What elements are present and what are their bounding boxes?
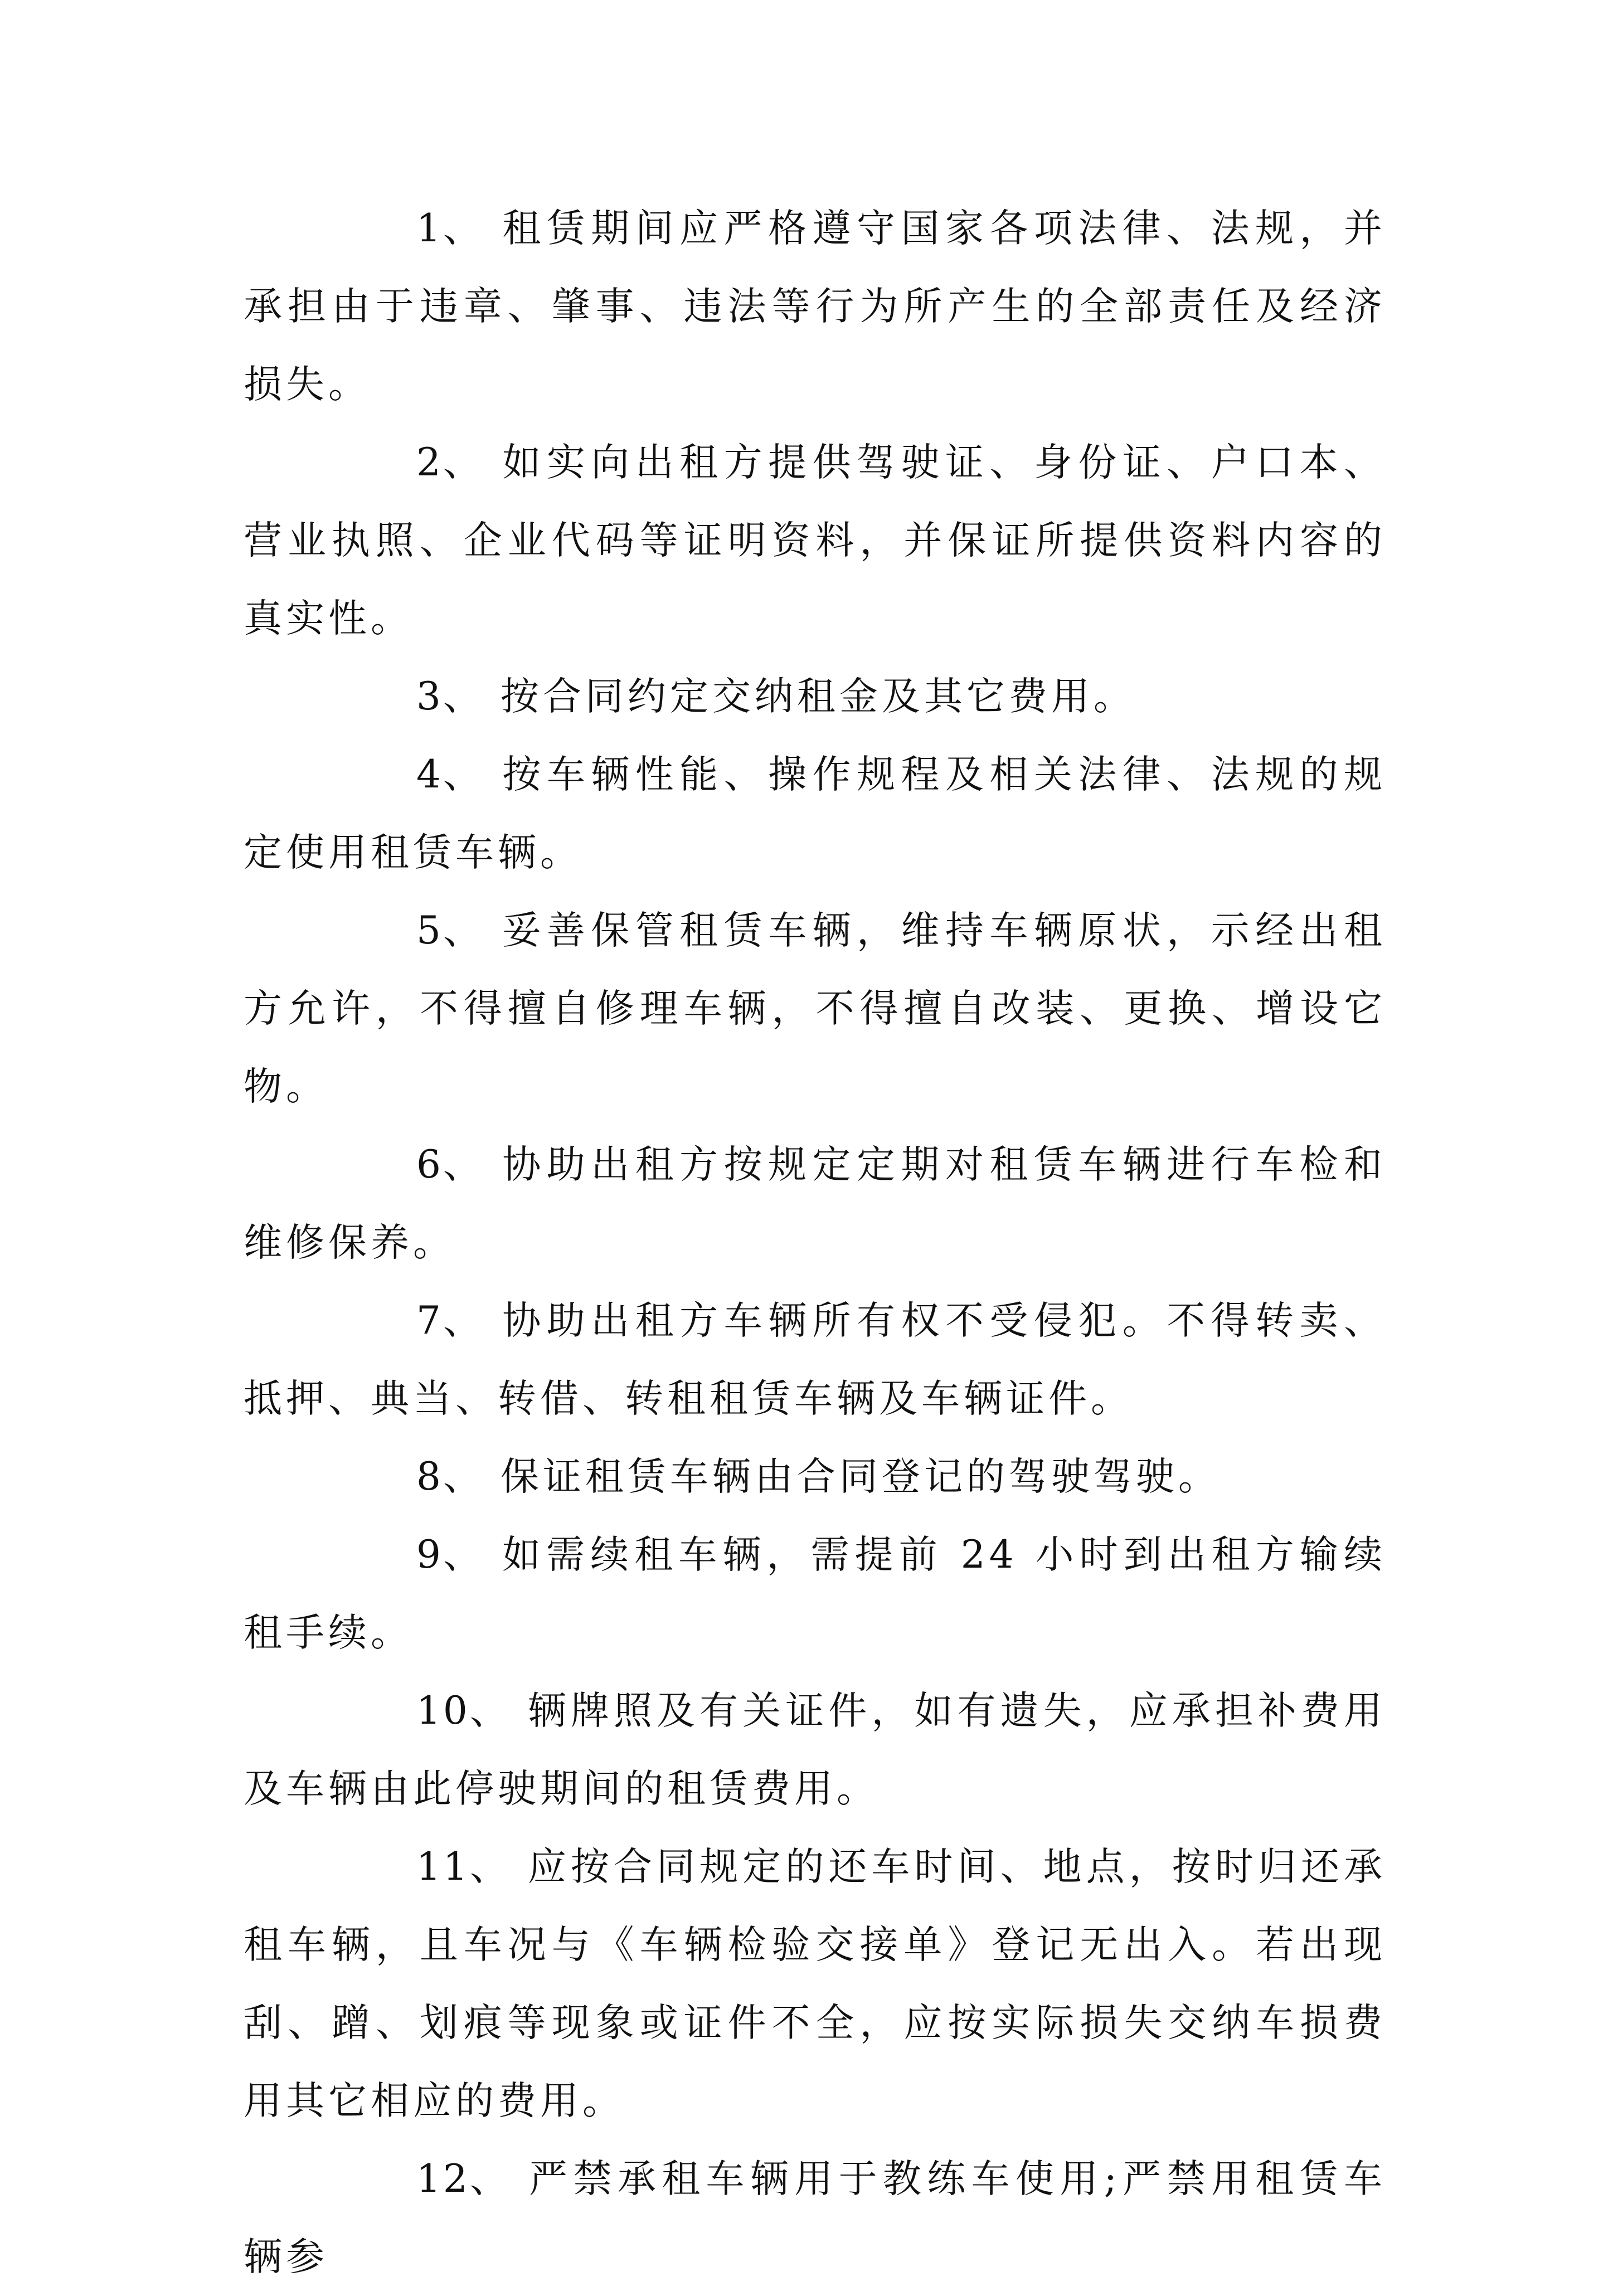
clause-1 (244, 189, 1386, 424)
clause-text: 妥善保管租赁车辆，维持车辆原状，示经出租方允许，不得擅自修理车辆，不得擅自改装、更换、增设它物。 (244, 908, 1386, 1109)
clause-text: 如实向出租方提供驾驶证、身份证、户口本、营业执照、企业代码等证明资料，并保证所提供资料内容的真实性。 (244, 440, 1386, 641)
clause-text: 辆牌照及有关证件，如有遗失，应承担补费用及车辆由此停驶期间的租赁费用。 (244, 1689, 1386, 1811)
clause-number: 11、 (416, 1845, 511, 1889)
clause-2 (244, 424, 1386, 658)
clause-number: 5、 (416, 908, 484, 953)
clause-text: 如需续租车辆，需提前 24 小时到出租方输续租手续。 (244, 1533, 1386, 1655)
clause-number: 4、 (416, 752, 484, 797)
clause-number: 1、 (416, 206, 484, 251)
clause-7 (244, 1282, 1386, 1438)
clause-text: 严禁承租车辆用于教练车使用;严禁用租赁车辆参 (244, 2157, 1386, 2279)
clause-text: 保证租赁车辆由合同登记的驾驶驾驶。 (500, 1455, 1221, 1499)
clause-5 (244, 892, 1386, 1126)
clause-text: 租赁期间应严格遵守国家各项法律、法规，并承担由于违章、肇事、违法等行为所产生的全部责任及经济损失。 (244, 206, 1386, 407)
clause-text: 按合同约定交纳租金及其它费用。 (500, 674, 1136, 719)
document-body (244, 189, 1386, 2296)
clause-text: 按车辆性能、操作规程及相关法律、法规的规定使用租赁车辆。 (244, 752, 1386, 875)
clause-number: 6、 (416, 1142, 484, 1187)
clause-4 (244, 736, 1386, 892)
clause-11 (244, 1828, 1386, 2140)
clause-text: 应按合同规定的还车时间、地点，按时归还承租车辆，且车况与《车辆检验交接单》登记无出入。若出现刮、蹭、划痕等现象或证件不全，应按实际损失交纳车损费用其它相应的费用。 (244, 1845, 1386, 2123)
clause-number: 2、 (416, 440, 484, 485)
clause-8 (244, 1438, 1386, 1516)
clause-number: 9、 (416, 1533, 484, 1577)
clause-number: 7、 (416, 1298, 484, 1343)
clause-6 (244, 1126, 1386, 1282)
clause-10 (244, 1672, 1386, 1828)
clause-number: 10、 (416, 1689, 511, 1733)
clause-number: 12、 (416, 2157, 511, 2201)
clause-9 (244, 1516, 1386, 1672)
clause-text: 协助出租方车辆所有权不受侵犯。不得转卖、抵押、典当、转借、转租租赁车辆及车辆证件。 (244, 1298, 1386, 1421)
clause-3 (244, 658, 1386, 736)
clause-number: 3、 (416, 674, 484, 719)
clause-12 (244, 2140, 1386, 2296)
clause-number: 8、 (416, 1455, 484, 1499)
clause-text: 协助出租方按规定定期对租赁车辆进行车检和维修保养。 (244, 1142, 1386, 1265)
